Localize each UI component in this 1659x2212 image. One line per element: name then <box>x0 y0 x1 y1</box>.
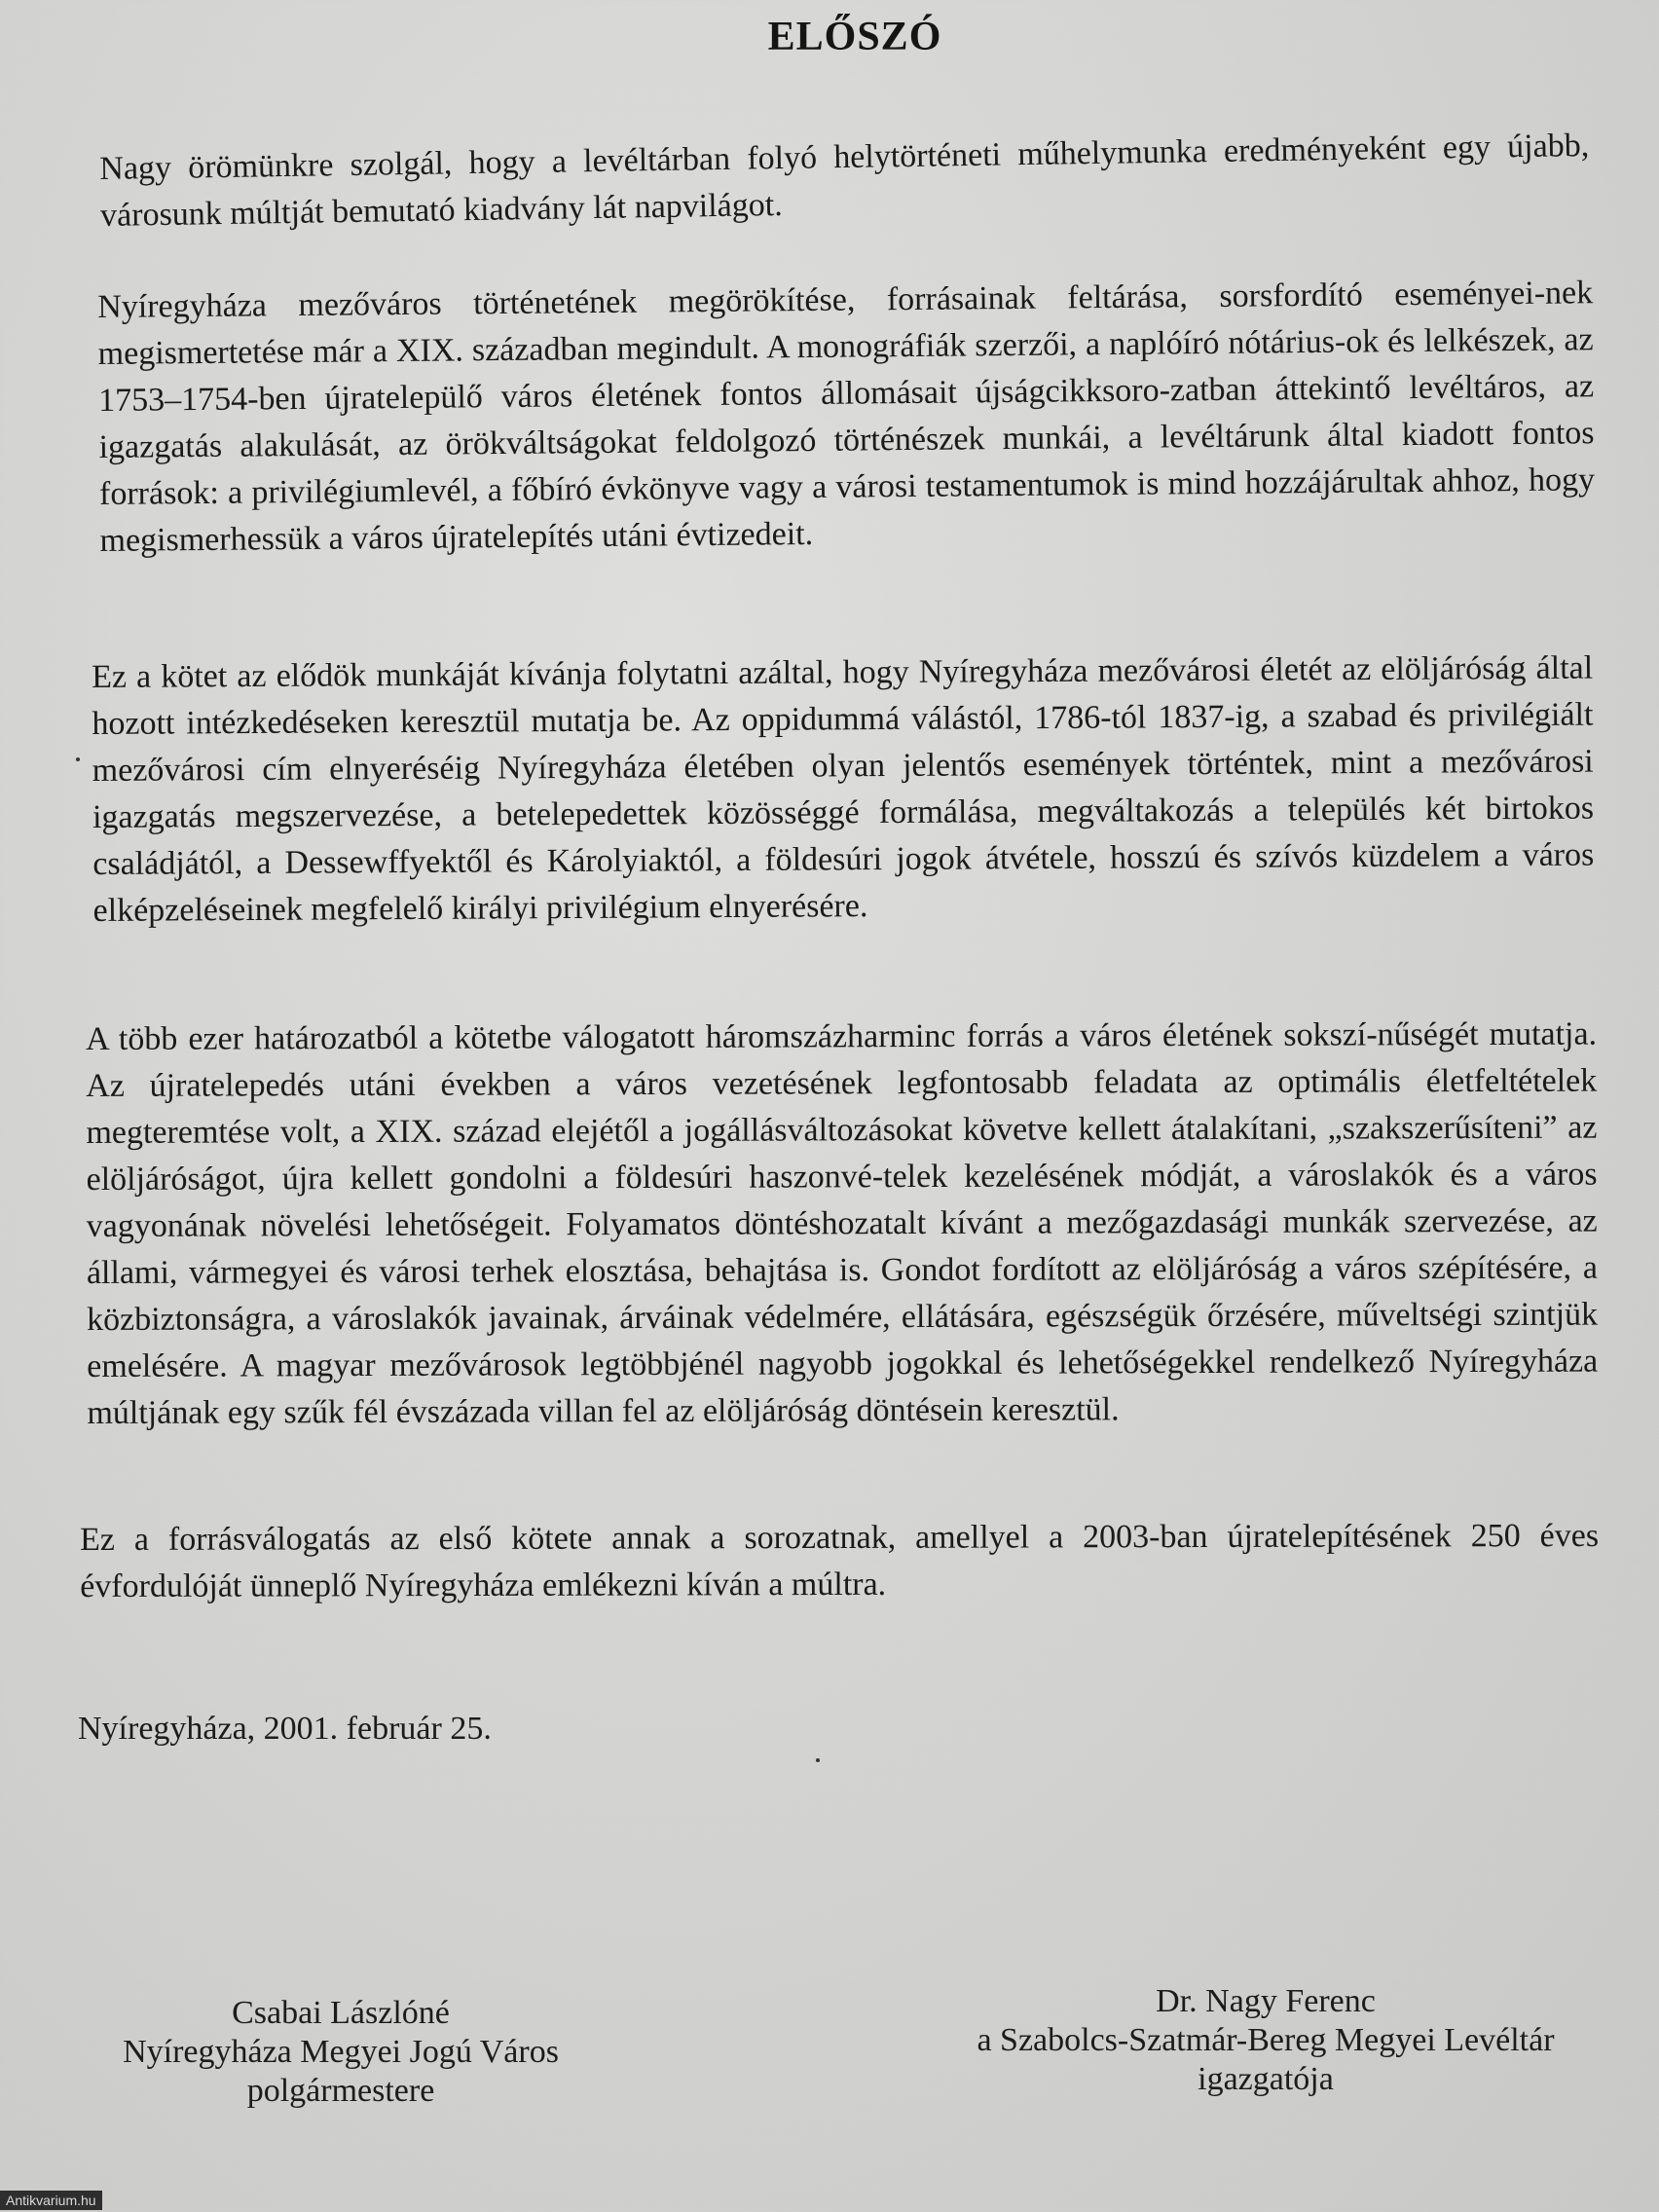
signatory-organization-right: a Szabolcs-Szatmár-Bereg Megyei Levéltár <box>977 2022 1555 2058</box>
paragraph-1: Nagy örömünkre szolgál, hogy a levéltárban folyó helytörténeti műhelymunka eredményeként egy újabb, városunk múltját bemutató kiadvány lát napvilágot. <box>99 127 1590 234</box>
signature-right <box>915 1982 1616 2099</box>
signatory-role-left: polgármestere <box>246 2073 435 2109</box>
signatory-name-right: Dr. Nagy Ferenc <box>1156 1983 1376 2019</box>
signatory-role-right: igazgatója <box>1198 2061 1334 2097</box>
watermark-label: Antikvarium.hu <box>0 2191 102 2210</box>
signatory-organization-left: Nyíregyháza Megyei Jogú Város <box>123 2034 559 2070</box>
paragraph-5: Ez a forrásválogatás az első kötete annak a sorozatnak, amellyel a 2003-ban újratelepítésének 250 éves évfordulóját ünneplő Nyíregyháza emlékezni kíván a múltra. <box>80 1517 1600 1604</box>
signature-left <box>68 1994 613 2111</box>
paragraph-2: Nyíregyháza mezőváros történetének megörökítése, forrásainak feltárása, sorsfordító eseményei-nek megismertetése már a XIX. században megindult. A monográfiák szerzői, a naplóíró nótárius-ok és lelkészek, az 1753–1754-ben újratelepülő város életének fontos állomásait újságcikksoro-zatban áttekintő levéltáros, az igazgatás alakulását, az örökváltságokat feldolgozó történészek munkái, a levéltárunk által kiadott fontos források: a privilégiumlevél, a főbíró évkönyve vagy a városi testamentumok is mind hozzájárultak ahhoz, hogy megismerhessük a város újratelepítés utáni évtizedeit. <box>97 275 1596 559</box>
date-line: Nyíregyháza, 2001. február 25. <box>78 1711 492 1747</box>
signatory-name-left: Csabai Lászlóné <box>232 1995 450 2031</box>
paragraph-4: A több ezer határozatból a kötetbe válogatott háromszázharminc forrás a város életének sokszí-nűségét mutatja. Az újratelepedés utáni években a város vezetésének legfontosabb feladata az optimális életfeltételek megteremtése volt, a XIX. század elejétől a jogállásváltozásokat követve kellett átalakítani, „szakszerűsíteni” az elöljáróságot, újra kellett gondolni a földesúri haszonvé-telek kezelésének módját, a városlakók és a város vagyonának növelési lehetőségeit. Folyamatos döntéshozatalt kívánt a mezőgazdasági munkák szervezése, az állami, vármegyei és városi terhek elosztása, behajtása is. Gondot fordított az elöljáróság a város szépítésére, a közbiztonságra, a városlakók javainak, árváinak védelmére, ellátására, egészségük őrzésére, műveltségi szintjük emelésére. A magyar mezővárosok legtöbbjénél nagyobb jogokkal és lehetőségekkel rendelkező Nyíregyháza múltjának egy szűk fél évszázada villan fel az elöljáróság döntésein keresztül. <box>86 1015 1599 1431</box>
paper-speck <box>76 757 80 761</box>
page-title: ELŐSZÓ <box>767 15 942 59</box>
paragraph-3: Ez a kötet az elődök munkáját kívánja folytatni azáltal, hogy Nyíregyháza mezővárosi életét az elöljáróság által hozott intézkedéseken keresztül mutatja be. Az oppidummá válástól, 1786-tól 1837-ig, a szabad és privilégiált mezővárosi cím elnyeréséig Nyíregyháza életében olyan jelentős események történtek, mint a mezővárosi igazgatás megszervezése, a betelepedettek közösséggé formálása, megváltakozás a település két birtokos családjától, a Dessewffyektől és Károlyiaktól, a földesúri jogok átvétele, hosszú és szívós küzdelem a város elképzeléseinek megfelelő királyi privilégium elnyerésére. <box>92 649 1595 929</box>
paper-speck <box>816 1758 820 1762</box>
